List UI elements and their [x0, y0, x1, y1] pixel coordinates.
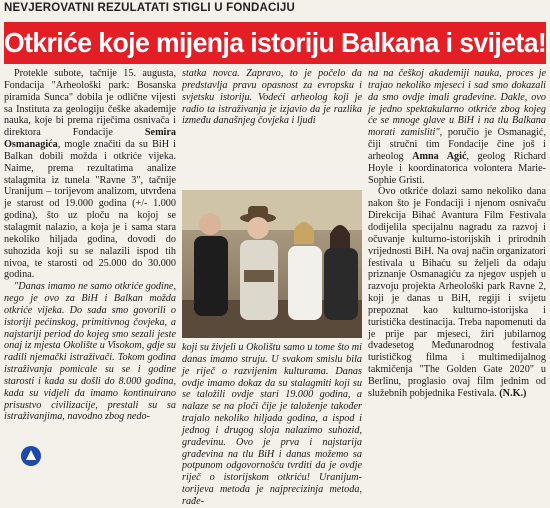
column-2-top-text: statka novca. Zapravo, to je počelo da predstavlja pravu opasnost za evropsku i svjetsku istoriju. Vodeći arheolog koji je radio ta istraživanja je izjavio da je razlika između današnjeg čovjeka i ljudi	[182, 68, 362, 127]
paragraph: Protekle subote, tačnije 15. augusta, Fondacija "Arheološki park: Bosanska piramida Sunca" dobila je odlične vijesti sa Instituta za geologiju češke akademije nauka, koje bi prema riječima osnivača i direktora Fondacije Semira Osmanagića, mogle značiti da su BiH i Balkan dobili možda i otkriće vijeka. Naime, prema rezultatima analize stalagmita iz tunela "Ravne 3", tačnije Uranijum – torijevom analizom, utvrđena je starost od 19.000 godina (+/- 1.000 godina), što uz ploču na kojoj se stalagmit nalazio, a koja je i sama stara nekoliko hiljada godina, dovodi do suhozida koji su se nalazili ispod tih nivoa, te starosti od 25.000 do 30.000 godina.	[4, 68, 176, 281]
kicker: NEVJEROVATNI REZULATATI STIGLI U FONDACIJU	[4, 2, 296, 14]
headline: Otkriće koje mijenja istoriju Balkana i svijeta!	[4, 22, 546, 64]
paragraph: na na češkoj akademiji nauka, proces je trajao nekoliko mjeseci i sad smo dokazali da smo ovdje imali građevine. Dakle, ovo je jedno spektakularno otkriće zbog kojeg će se mnoge glave u BiH i na tlu Balkana morati zamisliti", poručio je Osmanagić, čiji stručni tim Fondacije čine još i arheolog Amna Agić, geolog Richard Hoyle i koordinatorica volontera Marie-Sophie Gristi.	[368, 68, 547, 186]
name-amna: Amna Agić	[412, 150, 467, 162]
quote-paragraph: "Danas imamo ne samo otkriće godine, nego je ovo za BiH i Balkan možda otkriće vijeka. Do sada smo govorili o istoriji pećinskog, primitivnog čovjeka, a najstariji period do kojeg smo sezali jeste onaj iz mjesta Okolište u Visokom, gdje su radili njemački istraživači. Tokom godina istraživanja pomicale su se i godine starosti i kada su došli do 8.000 godina, kada su vidjeli da imamo kontinuirano prisustvo civilizacije, prestali su sa istraživanjima, navodno zbog nedo-	[4, 281, 176, 423]
photo	[182, 190, 362, 338]
column-1	[4, 68, 176, 466]
signature: (N.K.)	[499, 387, 527, 399]
paragraph: Ovo otkriće dolazi samo nekoliko dana nakon što je Fondaciji i njenom osnivaču Direkcija Bihać Avantura Film Festivala dodijelila specijalnu nagradu za razvoj i očuvanje kulturno-istorijskih i prirodnih vrijednosti BiH. Na ovaj način organizatori festivala u Bihaću su željeli da odaju priznanje Osmanagiću za njegov uspjeh u razvoju projekta Arheološki park Ravne 2, koji je danas u BiH, regiji i svijetu prepoznat kao kulturno-istorijska i turistička destinacija. Treba napomenuti da je prije par mjeseci, žiri jubilarnog dvadesetog Međunarodnog festivala turističkog filma i multimedijalnog takmičenja "The Golden Gate 2020" u Berlinu, proglasio ovaj film jednim od služebnih pobjednika Festivala. (N.K.)	[368, 186, 546, 399]
column-2-bottom-text: koji su živjeli u Okolištu samo u tome što mi danas imamo struju. U svakom smislu bila je riječ o razvijenim kulturama. Danas ovdje imamo dokaz da su stalagmiti koji su se taložili ovdje stari 19.000 godina, a nalaze se na ploči čije je taloženje također trajalo nekoliko hiljada godina, a ispod i jednog i drugog sloja nalazimo suhozid, građevinu. Ovo je prva i najstarija građevina na tlu BiH i danas možemo sa potpunom odgovornošću tvrditi da je ovdje riječ o istorijskom otkriću! Uranijum-torijeva metoda je najprecizinja metoda, rađe-	[182, 342, 362, 507]
column-2	[182, 68, 362, 507]
newspaper-logo-icon	[20, 445, 42, 467]
name-semir: Semira Osmanagića	[4, 127, 176, 151]
column-3	[368, 68, 546, 466]
